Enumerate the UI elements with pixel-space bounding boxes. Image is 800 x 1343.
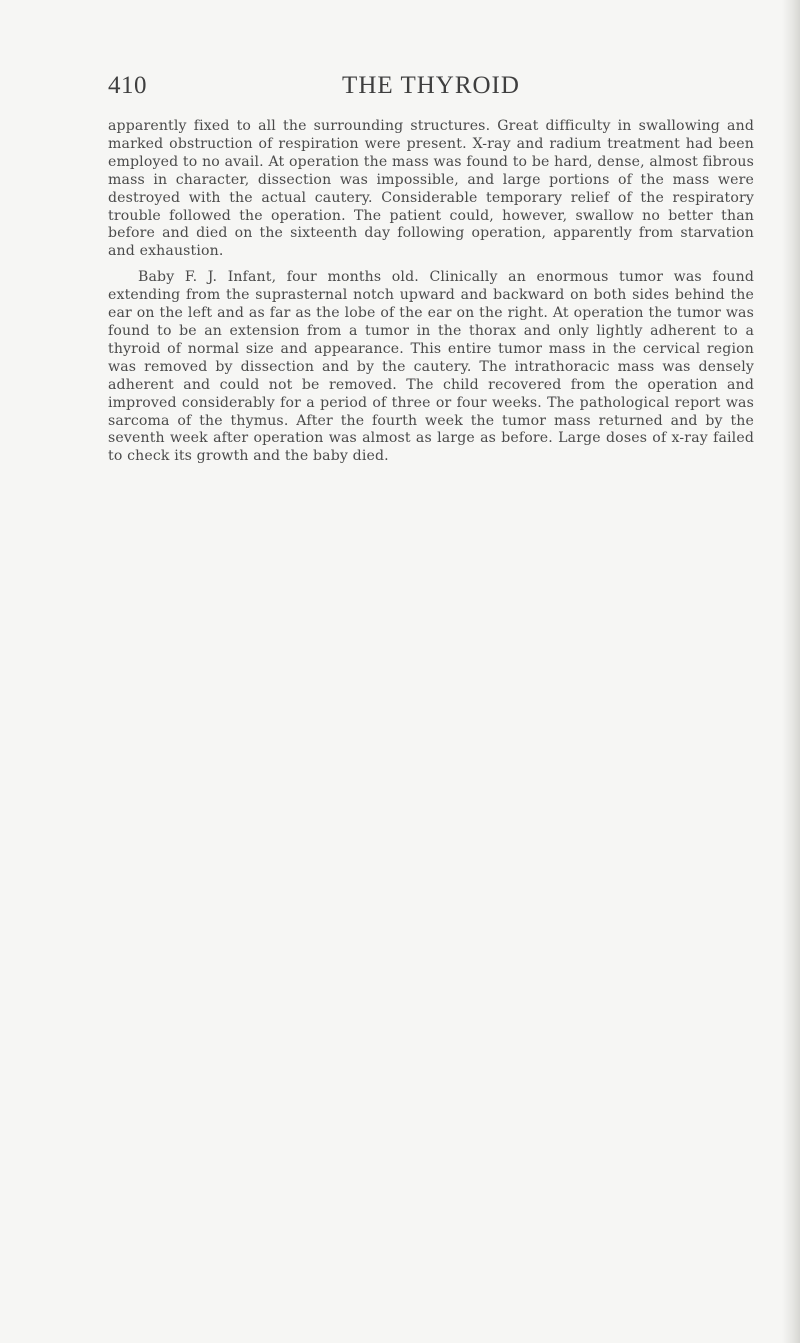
running-head: THE THYROID — [342, 72, 520, 99]
body-text — [108, 118, 754, 466]
page-edge-shadow — [782, 0, 800, 1343]
paragraph-continuation: apparently fixed to all the surrounding structures. Great difficulty in swallowing and marked obstruction of respiration were present. X-ray and radium treatment had been employed to no avail. At operation the mass was found to be hard, dense, almost fibrous mass in character, dissection was impossible, and large portions of the mass were destroyed with the actual cautery. Considerable temporary relief of the respiratory trouble followed the operation. The patient could, however, swallow no better than before and died on the sixteenth day following operation, apparently from starvation and exhaustion. — [108, 118, 754, 260]
page-header — [108, 72, 754, 108]
paragraph-case-baby-fj: Baby F. J. Infant, four months old. Clinically an enormous tumor was found extending from the suprasternal notch upward and backward on both sides behind the ear on the left and as far as the lobe of the ear on the right. At operation the tumor was found to be an extension from a tumor in the thorax and only lightly adherent to a thyroid of normal size and appearance. This entire tumor mass in the cervical region was removed by dissection and by the cautery. The intrathoracic mass was densely adherent and could not be removed. The child recovered from the operation and improved considerably for a period of three or four weeks. The pathological report was sarcoma of the thymus. After the fourth week the tumor mass returned and by the seventh week after operation was almost as large as before. Large doses of x-ray failed to check its growth and the baby died. — [108, 269, 754, 465]
page-number: 410 — [108, 72, 147, 99]
